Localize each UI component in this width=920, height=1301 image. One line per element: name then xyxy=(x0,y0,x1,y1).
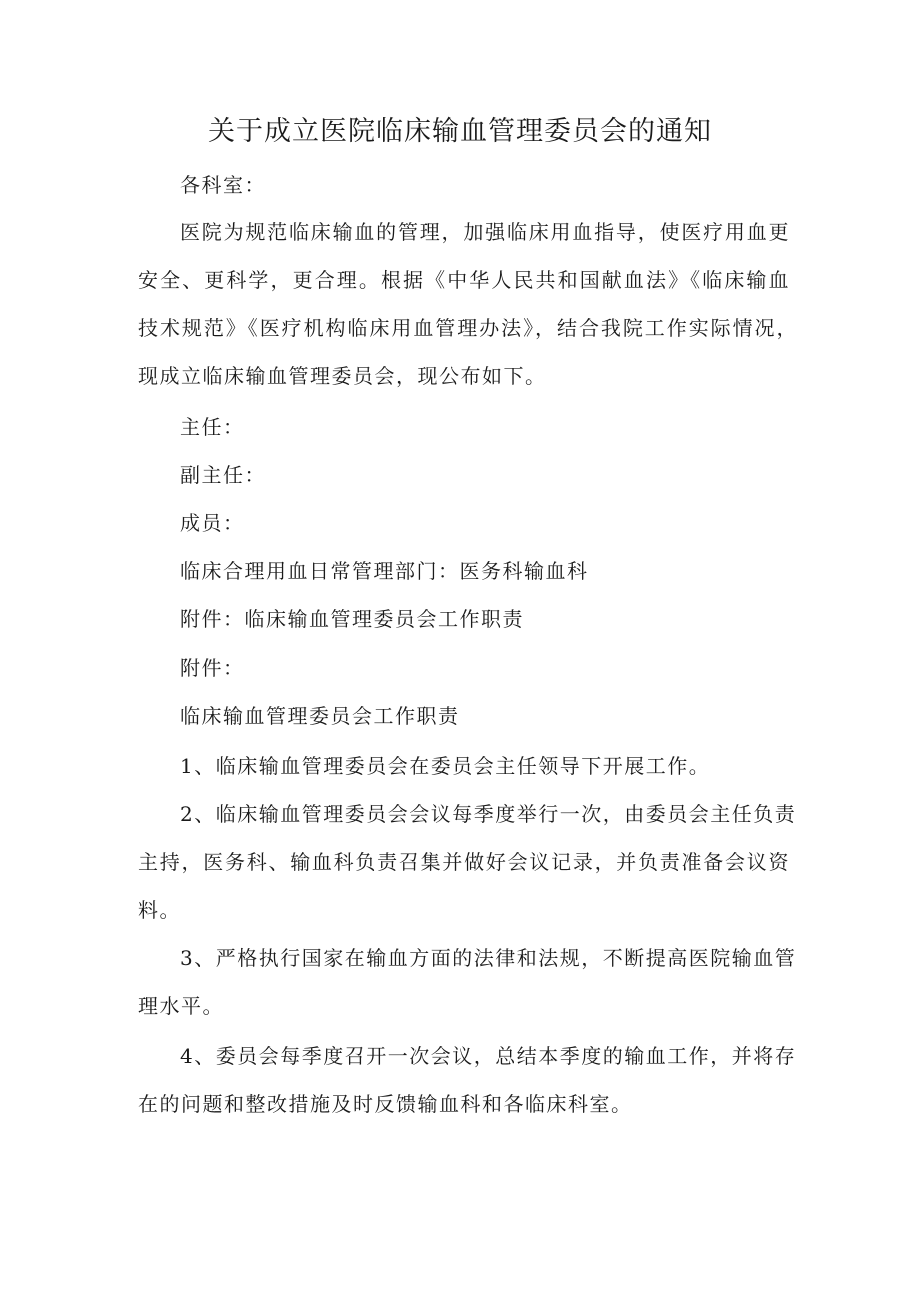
intro-line-1: 医院为规范临床输血的管理，加强临床用血指导，使医疗用血更 xyxy=(180,220,790,244)
duty-item-4-line-2: 在的问题和整改措施及时反馈输血科和各临床科室。 xyxy=(138,1092,633,1116)
duty-item-4-line-1: 4、委员会每季度召开一次会议，总结本季度的输血工作，并将存 xyxy=(180,1044,797,1068)
duty-item-1: 1、临床输血管理委员会在委员会主任领导下开展工作。 xyxy=(180,754,711,778)
document-title: 关于成立医院临床输血管理委员会的通知 xyxy=(208,116,712,147)
duty-item-3-line-1: 3、严格执行国家在输血方面的法律和法规，不断提高医院输血管 xyxy=(180,946,797,970)
duty-item-2-line-2: 主持，医务科、输血科负责召集并做好会议记录，并负责准备会议资 xyxy=(138,850,790,874)
members-label: 成员： xyxy=(180,511,245,535)
deputy-director-label: 副主任： xyxy=(180,463,266,487)
daily-management-department: 临床合理用血日常管理部门：医务科输血科 xyxy=(180,559,589,583)
duty-item-2-line-3: 料。 xyxy=(138,898,181,922)
director-label: 主任： xyxy=(180,415,245,439)
attachment-label: 附件： xyxy=(180,656,245,680)
duty-item-3-line-2: 理水平。 xyxy=(138,994,224,1018)
attachment-reference: 附件：临床输血管理委员会工作职责 xyxy=(180,607,524,631)
salutation: 各科室： xyxy=(180,173,266,197)
duty-item-2-line-1: 2、临床输血管理委员会会议每季度举行一次，由委员会主任负责 xyxy=(180,802,797,826)
duties-title: 临床输血管理委员会工作职责 xyxy=(180,704,460,728)
intro-line-2: 安全、更科学，更合理。根据《中华人民共和国献血法》《临床输血 xyxy=(138,268,790,292)
intro-line-4: 现成立临床输血管理委员会，现公布如下。 xyxy=(138,364,547,388)
intro-line-3: 技术规范》《医疗机构临床用血管理办法》，结合我院工作实际情况， xyxy=(138,316,798,340)
